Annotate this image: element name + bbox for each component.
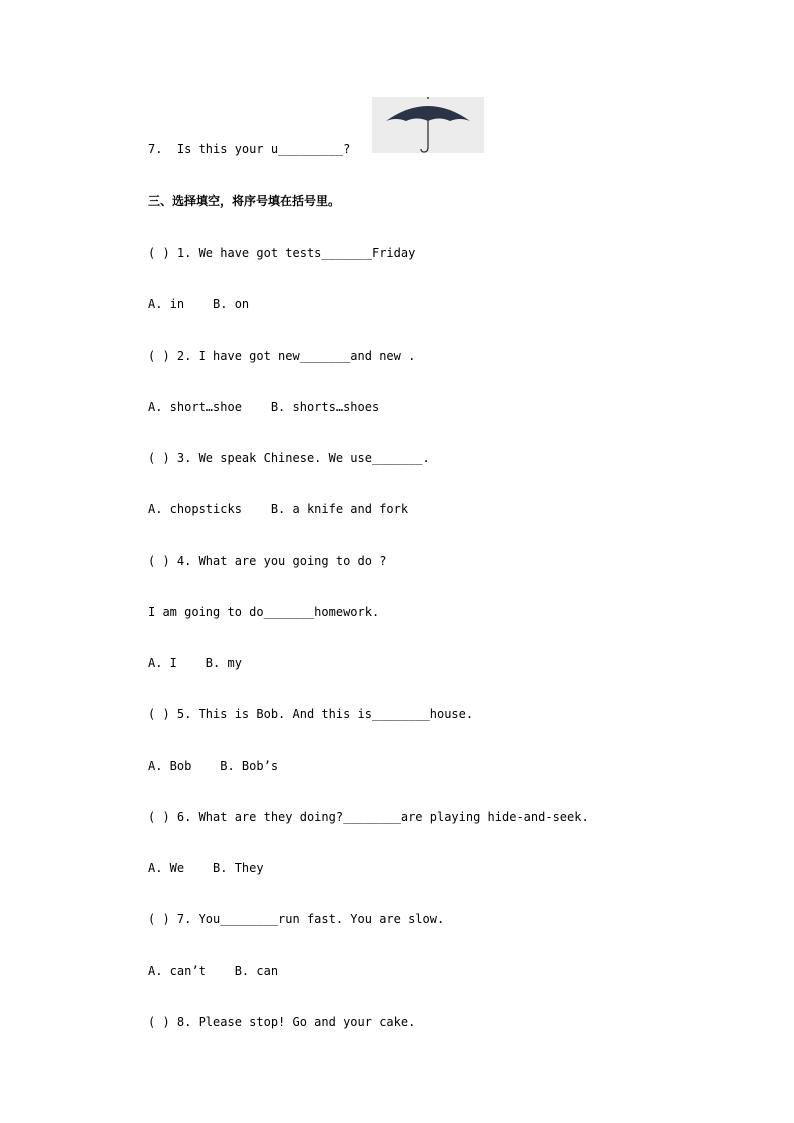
options-4: A. I B. my [148, 656, 242, 670]
question-7-umbrella: 7. Is this your u_________? [148, 142, 351, 156]
question-6: ( ) 6. What are they doing?________are playing hide-and-seek. [148, 810, 589, 824]
question-4: ( ) 4. What are you going to do ? [148, 554, 387, 568]
options-5: A. Bob B. Bob’s [148, 759, 279, 773]
options-1: A. in B. on [148, 297, 250, 311]
question-5: ( ) 5. This is Bob. And this is________house. [148, 707, 474, 721]
options-6: A. We B. They [148, 861, 264, 875]
question-1: ( ) 1. We have got tests_______Friday [148, 246, 416, 260]
question-4-sub: I am going to do_______homework. [148, 605, 380, 619]
options-2: A. short…shoe B. shorts…shoes [148, 400, 380, 414]
question-8: ( ) 8. Please stop! Go and your cake. [148, 1015, 416, 1029]
umbrella-picture [372, 97, 484, 153]
options-7: A. can’t B. can [148, 964, 279, 978]
question-3: ( ) 3. We speak Chinese. We use_______. [148, 451, 430, 465]
umbrella-icon [372, 97, 484, 153]
question-7: ( ) 7. You________run fast. You are slow. [148, 912, 445, 926]
options-3: A. chopsticks B. a knife and fork [148, 502, 409, 516]
question-2: ( ) 2. I have got new_______and new . [148, 349, 416, 363]
section-heading: 三、选择填空，将序号填在括号里。 [148, 194, 341, 208]
